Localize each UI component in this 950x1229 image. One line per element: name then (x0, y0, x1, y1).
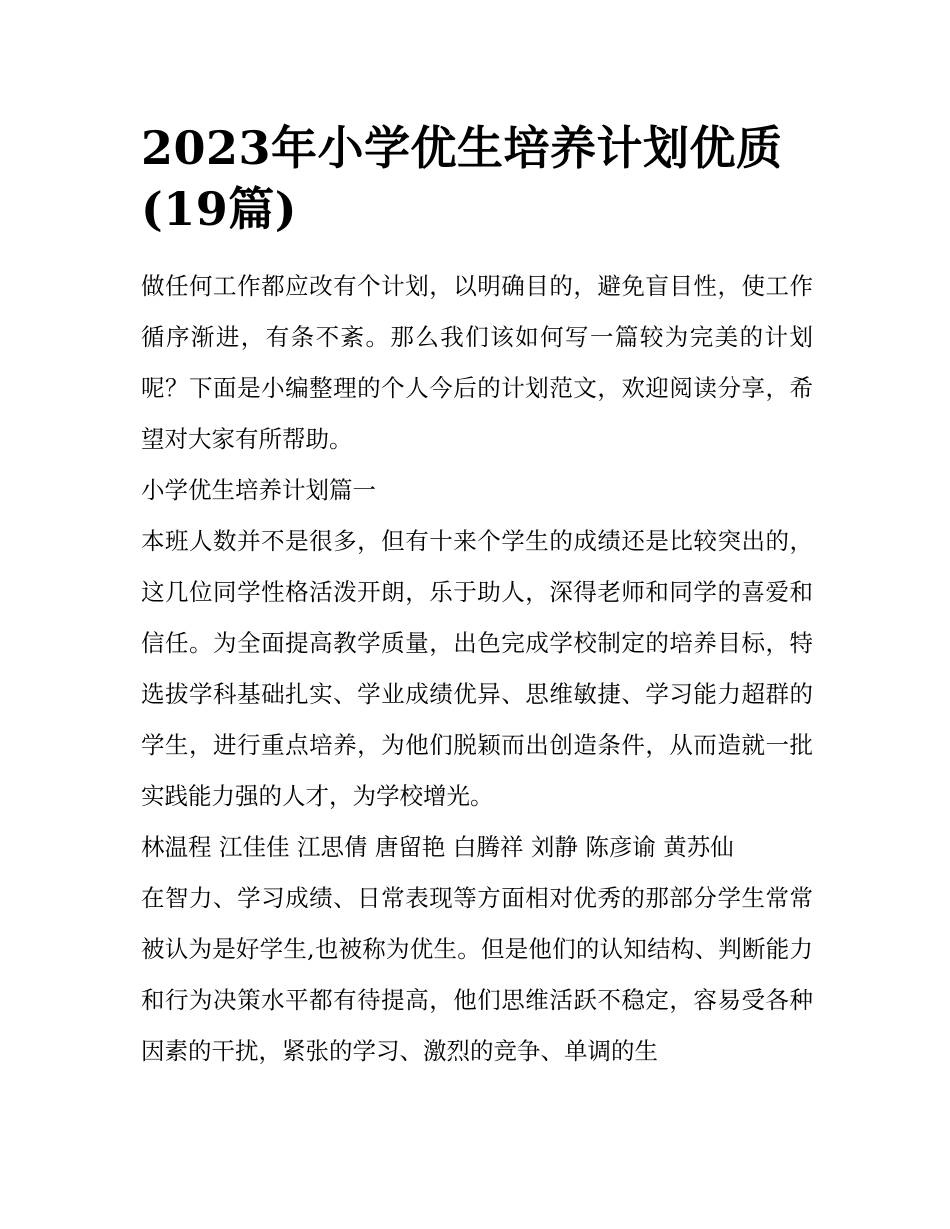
student-name-list: 林温程 江佳佳 江思倩 唐留艳 白腾祥 刘静 陈彦谕 黄苏仙 (141, 833, 734, 861)
document-title: 2023年小学优生培养计划优质(19篇) (141, 121, 783, 236)
section-heading: 小学优生培养计划篇一 (141, 476, 376, 504)
intro-paragraph: 做任何工作都应改有个计划，以明确目的，避免盲目性，使工作循序渐进，有条不紊。那么我们该如何写一篇较为完美的计划呢？下面是小编整理的个人今后的计划范文，欢迎阅读分享，希望对大家有所帮助。 (141, 272, 813, 453)
body-paragraph-2: 在智力、学习成绩、日常表现等方面相对优秀的那部分学生常常被认为是好学生,也被称为优生。但是他们的认知结构、判断能力和行为决策水平都有待提高，他们思维活跃不稳定，容易受各种因素的干扰，紧张的学习、激烈的竞争、单调的生 (141, 884, 813, 1065)
document-body (141, 118, 813, 1077)
body-paragraph-1: 本班人数并不是很多，但有十来个学生的成绩还是比较突出的，这几位同学性格活泼开朗，乐于助人，深得老师和同学的喜爱和信任。为全面提高教学质量，出色完成学校制定的培养目标，特选拔学科基础扎实、学业成绩优异、思维敏捷、学习能力超群的学生，进行重点培养，为他们脱颖而出创造条件，从而造就一批实践能力强的人才，为学校增光。 (141, 527, 813, 810)
